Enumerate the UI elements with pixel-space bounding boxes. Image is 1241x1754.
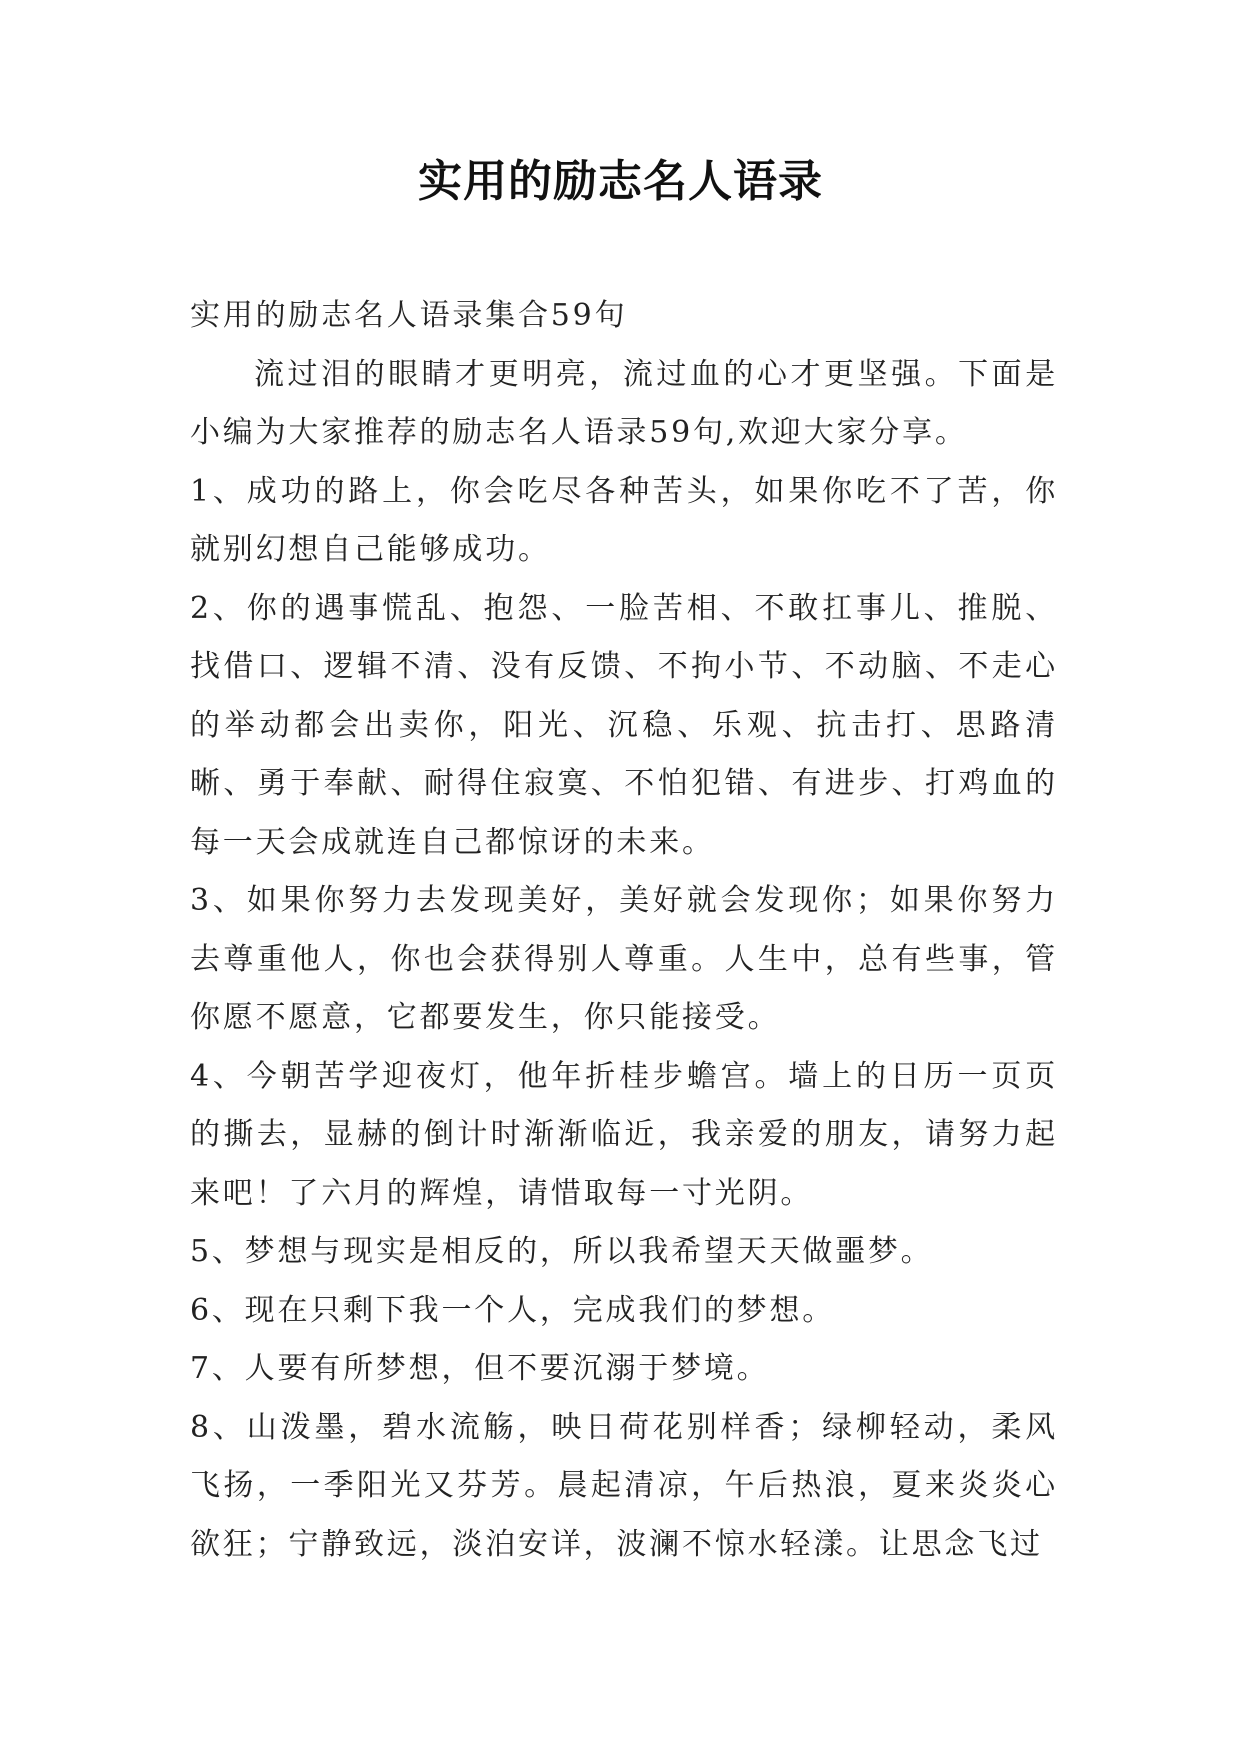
intro-paragraph: 流过泪的眼睛才更明亮，流过血的心才更坚强。下面是小编为大家推荐的励志名人语录59句,欢迎大家分享。	[190, 356, 1058, 450]
document-body	[190, 287, 1058, 1574]
quote-item: 2、你的遇事慌乱、抱怨、一脸苦相、不敢扛事儿、推脱、找借口、逻辑不清、没有反馈、不拘小节、不动脑、不走心的举动都会出卖你，阳光、沉稳、乐观、抗击打、思路清晰、勇于奉献、耐得住寂寞、不怕犯错、有进步、打鸡血的每一天会成就连自己都惊讶的未来。	[190, 590, 1058, 860]
document-subtitle: 实用的励志名人语录集合59句	[190, 298, 628, 333]
quote-item: 5、梦想与现实是相反的，所以我希望天天做噩梦。	[190, 1234, 934, 1269]
quote-item: 3、如果你努力去发现美好，美好就会发现你；如果你努力去尊重他人，你也会获得别人尊重。人生中，总有些事，管你愿不愿意，它都要发生，你只能接受。	[190, 883, 1058, 1035]
document-title: 实用的励志名人语录	[418, 156, 823, 207]
quote-item: 7、人要有所梦想，但不要沉溺于梦境。	[190, 1351, 770, 1386]
quote-item: 6、现在只剩下我一个人，完成我们的梦想。	[190, 1292, 836, 1328]
quote-item: 4、今朝苦学迎夜灯，他年折桂步蟾宫。墙上的日历一页页的撕去，显赫的倒计时渐渐临近，我亲爱的朋友，请努力起来吧！了六月的辉煌，请惜取每一寸光阴。	[190, 1058, 1058, 1211]
quote-item: 1、成功的路上，你会吃尽各种苦头，如果你吃不了苦，你就别幻想自己能够成功。	[190, 473, 1058, 567]
quote-item: 8、山泼墨，碧水流觞，映日荷花别样香；绿柳轻动，柔风飞扬，一季阳光又芬芳。晨起清凉，午后热浪，夏来炎炎心欲狂；宁静致远，淡泊安详，波澜不惊水轻漾。让思念飞过	[190, 1409, 1058, 1562]
